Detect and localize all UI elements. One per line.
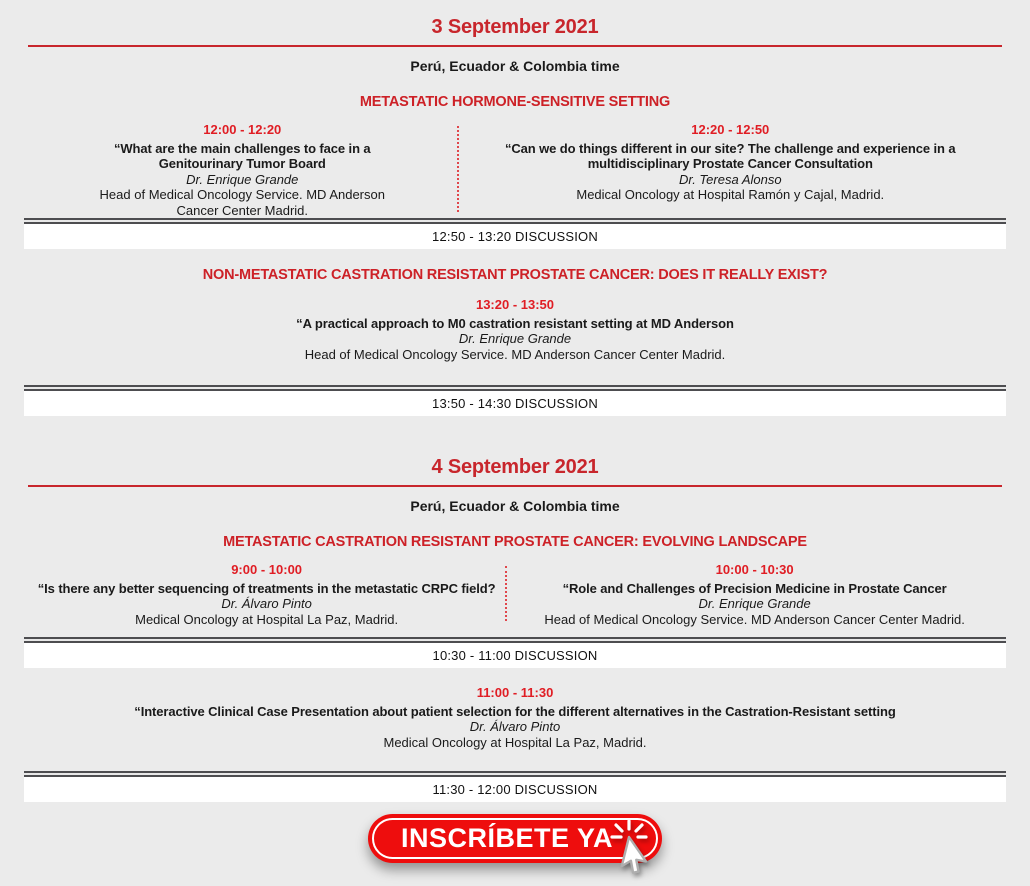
session-talk-title: “Role and Challenges of Precision Medicine in Prostate Cancer: [562, 580, 947, 596]
session-talk-title: “Is there any better sequencing of treatments in the metastatic CRPC field?: [37, 580, 496, 596]
day2-session-row: [28, 562, 1002, 627]
day1-timezone-label: Perú, Ecuador & Colombia time: [410, 58, 620, 74]
session-affiliation: Medical Oncology at Hospital La Paz, Madrid.: [383, 734, 647, 750]
day2-timezone-label: Perú, Ecuador & Colombia time: [410, 498, 620, 514]
discussion-bar: [24, 637, 1006, 668]
session-talk-title: “What are the main challenges to face in a Genitourinary Tumor Board: [113, 140, 371, 171]
session-time: 12:20 - 12:50: [691, 122, 770, 137]
session-affiliation: Medical Oncology at Hospital Ramón y Cajal, Madrid.: [576, 187, 885, 202]
session-time: 11:00 - 11:30: [476, 685, 554, 700]
session: [28, 122, 457, 218]
session-affiliation: Head of Medical Oncology Service. MD Anderson Cancer Center Madrid.: [99, 187, 385, 218]
session-speaker: Dr. Álvaro Pinto: [469, 719, 561, 734]
session-speaker: Dr. Enrique Grande: [186, 171, 299, 187]
day1-divider-line: [28, 45, 1002, 47]
register-button-label: INSCRÍBETE YA: [400, 823, 614, 853]
session-affiliation: Medical Oncology at Hospital La Paz, Madrid.: [135, 611, 399, 627]
session: [459, 122, 1002, 203]
discussion-label: 11:30 - 12:00 DISCUSSION: [432, 782, 598, 797]
discussion-bar: [24, 771, 1006, 802]
discussion-bar: [24, 385, 1006, 416]
discussion-label: 10:30 - 11:00 DISCUSSION: [432, 648, 598, 663]
session-time: 9:00 - 10:00: [231, 562, 303, 577]
discussion-label: 13:50 - 14:30 DISCUSSION: [432, 396, 598, 411]
discussion-bar: [24, 218, 1006, 249]
session-speaker: Dr. Teresa Alonso: [678, 171, 782, 187]
session-speaker: Dr. Enrique Grande: [698, 596, 811, 611]
session: [30, 297, 1000, 362]
discussion-label: 12:50 - 13:20 DISCUSSION: [432, 229, 598, 244]
session-talk-title: “Can we do things different in our site? The challenge and experience in a multidisciplinary Prostate Cancer Consultation: [504, 140, 956, 171]
day2-section1-title: METASTATIC CASTRATION RESISTANT PROSTATE CANCER: EVOLVING LANDSCAPE: [223, 534, 807, 550]
session-speaker: Dr. Enrique Grande: [458, 331, 572, 346]
day1-section1-title: METASTATIC HORMONE-SENSITIVE SETTING: [359, 94, 671, 110]
day1-session-row: [28, 122, 1002, 218]
session-speaker: Dr. Álvaro Pinto: [221, 596, 312, 611]
session: [507, 562, 1002, 627]
session-time: 13:20 - 13:50: [475, 297, 555, 312]
session: [28, 562, 505, 627]
session: [30, 685, 1000, 750]
session-time: 10:00 - 10:30: [715, 562, 794, 577]
day2-title: 4 September 2021: [431, 456, 599, 478]
day1-title: 3 September 2021: [431, 16, 599, 38]
cta-container: [0, 814, 1030, 863]
day1-section2-title: NON-METASTATIC CASTRATION RESISTANT PROSTATE CANCER: DOES IT REALLY EXIST?: [202, 267, 828, 283]
session-talk-title: “A practical approach to M0 castration resistant setting at MD Anderson: [296, 315, 734, 331]
register-button[interactable]: [368, 814, 662, 863]
session-affiliation: Head of Medical Oncology Service. MD Anderson Cancer Center Madrid.: [544, 611, 965, 627]
session-talk-title: “Interactive Clinical Case Presentation about patient selection for the different alternatives in the Castration-Resistant setting: [134, 703, 896, 719]
session-time: 12:00 - 12:20: [203, 122, 282, 137]
day2-divider-line: [28, 485, 1002, 487]
session-affiliation: Head of Medical Oncology Service. MD Anderson Cancer Center Madrid.: [304, 346, 726, 362]
